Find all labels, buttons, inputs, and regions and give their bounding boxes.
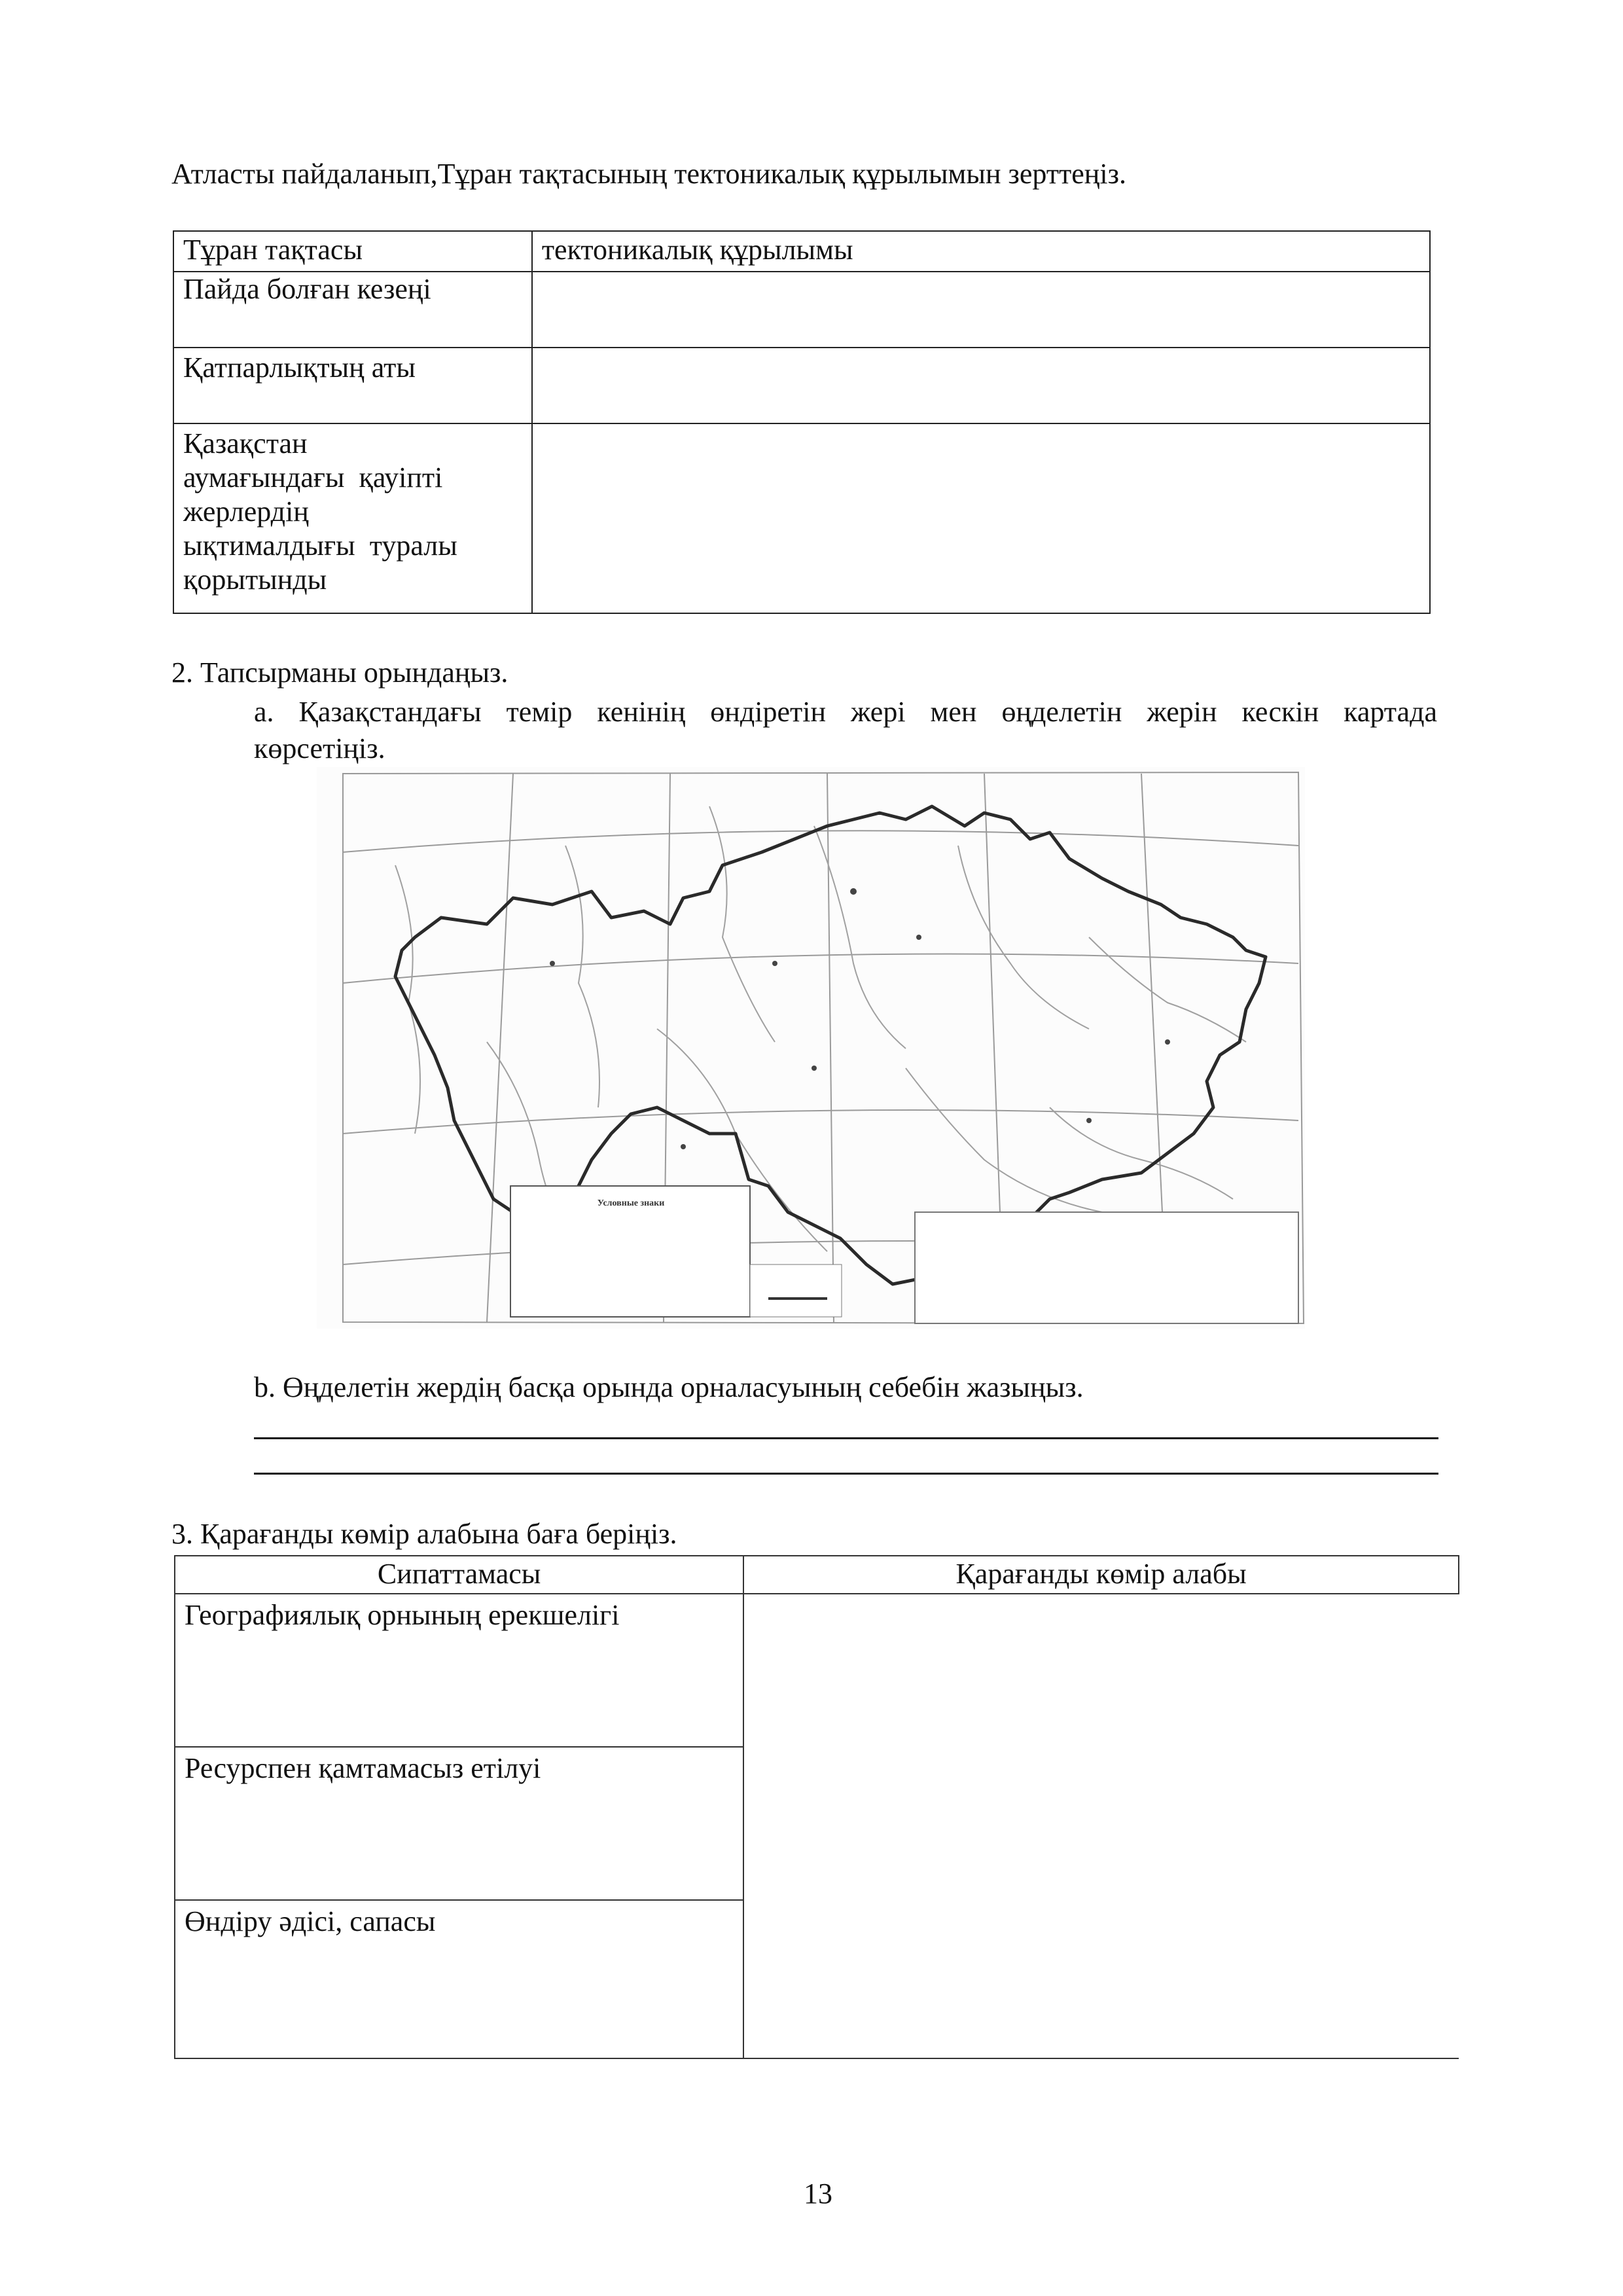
task2-b: b. Өңделетін жердің басқа орында орналасуының себебін жазыңыз. (254, 1371, 1084, 1403)
task2-a-line2: көрсетіңіз. (254, 732, 385, 764)
map-legend-title: Условные знаки (597, 1198, 665, 1208)
turan-table (173, 230, 1431, 614)
table1-row-value[interactable] (532, 272, 1430, 348)
table1-header-right: тектоникалық құрылымы (532, 231, 1430, 272)
contour-map[interactable] (317, 767, 1305, 1329)
table1-row-value[interactable] (532, 348, 1430, 423)
table3-row-label: Өндіру әдісі, сапасы (175, 1900, 743, 2058)
label-line: аумағындағы қауіпті (183, 461, 443, 493)
label-line: ықтималдығы туралы (183, 529, 457, 562)
table3-row-label: Ресурспен қамтамасыз етілуі (175, 1747, 743, 1900)
table1-row-label: Пайда болған кезеңі (173, 272, 532, 348)
table3-header-left: Сипаттамасы (175, 1556, 743, 1594)
karaganda-table (174, 1555, 1459, 2059)
table1-row-value[interactable] (532, 423, 1430, 613)
label-line: қорытынды (183, 564, 327, 596)
answer-line-2[interactable] (254, 1473, 1438, 1475)
page-number: 13 (804, 2178, 832, 2210)
task3-title: 3. Қарағанды көмір алабына баға беріңіз. (171, 1518, 677, 1550)
table1-row-label: Қатпарлықтың аты (173, 348, 532, 423)
label-line: Қазақстан (183, 427, 308, 459)
answer-line-1[interactable] (254, 1437, 1438, 1439)
task2-title: 2. Тапсырманы орындаңыз. (171, 656, 508, 689)
table1-header-left: Тұран тақтасы (173, 231, 532, 272)
table3-row-label: Географиялық орнының ерекшелігі (175, 1594, 743, 1747)
intro-text: Атласты пайдаланып,Тұран тақтасының тектоникалық құрылымын зерттеңіз. (171, 158, 1126, 190)
table3-answer-cell[interactable] (743, 1594, 1459, 2058)
task2-a-line1: a. Қазақстандағы темір кенінің өндіретін жері мен өңделетін жерін кескін картада (254, 696, 1437, 728)
label-line: жерлердің (183, 495, 309, 528)
table1-row-label-multiline (173, 423, 532, 613)
table3-header-right: Қарағанды көмір алабы (743, 1556, 1459, 1594)
